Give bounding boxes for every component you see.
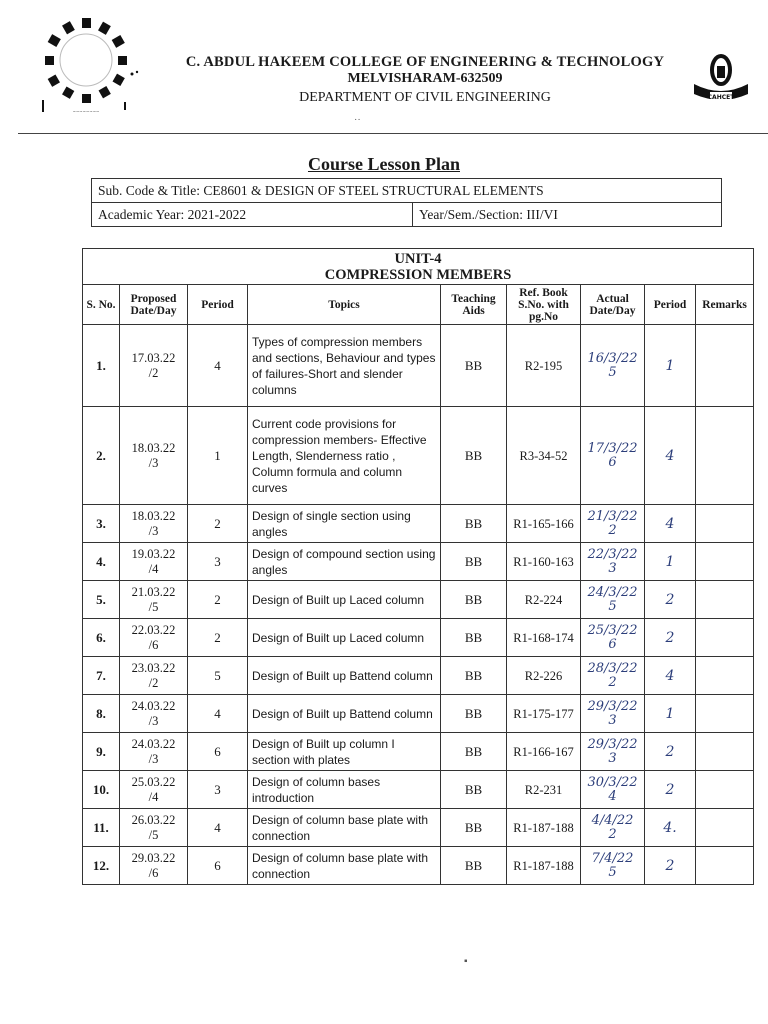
proposed-date — [120, 619, 188, 657]
college-name: C. ABDUL HAKEEM COLLEGE OF ENGINEERING & TECHNOLOGY — [185, 54, 665, 70]
serial-number: 9. — [83, 733, 120, 771]
table-row — [83, 325, 754, 407]
proposed-day-value: /4 — [148, 789, 159, 804]
svg-text:CAHCET: CAHCET — [707, 94, 735, 101]
proposed-day-value: /5 — [148, 599, 159, 614]
table-row — [83, 809, 754, 847]
actual-date — [581, 581, 645, 619]
reference-book: R2-231 — [507, 771, 581, 809]
actual-period: 2 — [645, 619, 696, 657]
proposed-date — [120, 733, 188, 771]
reference-book: R1-187-188 — [507, 809, 581, 847]
topic-text: Design of column base plate with connection — [248, 809, 441, 847]
actual-day-value: 5 — [608, 364, 617, 380]
proposed-date-value: 17.03.22 — [131, 350, 176, 365]
actual-day-value: 2 — [608, 522, 617, 538]
actual-date — [581, 733, 645, 771]
actual-date-value: 22/3/22 — [587, 546, 638, 562]
actual-day-value: 4 — [608, 788, 617, 804]
remarks — [696, 505, 754, 543]
actual-date — [581, 771, 645, 809]
scan-speck: ▪ — [464, 956, 468, 967]
actual-date-value: 24/3/22 — [587, 584, 638, 600]
actual-day-value: 6 — [608, 454, 617, 470]
actual-period: 4 — [645, 505, 696, 543]
actual-period: 1 — [645, 543, 696, 581]
proposed-date — [120, 505, 188, 543]
remarks — [696, 733, 754, 771]
reference-book: R1-160-163 — [507, 543, 581, 581]
actual-date — [581, 407, 645, 505]
proposed-date — [120, 771, 188, 809]
actual-date-value: 21/3/22 — [587, 508, 638, 524]
col-header-ref-book: Ref. Book S.No. with pg.No — [507, 285, 581, 325]
proposed-date — [120, 657, 188, 695]
col-header-period: Period — [188, 285, 248, 325]
teaching-aids: BB — [441, 505, 507, 543]
proposed-date-value: 22.03.22 — [131, 622, 176, 637]
header-divider — [18, 133, 768, 134]
proposed-date — [120, 695, 188, 733]
table-row — [83, 543, 754, 581]
institution-crest-logo — [690, 48, 752, 110]
actual-date-value: 4/4/22 — [591, 812, 634, 828]
serial-number: 4. — [83, 543, 120, 581]
proposed-period: 3 — [188, 543, 248, 581]
topic-text: Design of Built up Battend column — [248, 695, 441, 733]
reference-book: R1-165-166 — [507, 505, 581, 543]
actual-date — [581, 325, 645, 407]
col-header-proposed-date: Proposed Date/Day — [120, 285, 188, 325]
proposed-day-value: /2 — [148, 675, 159, 690]
actual-period: 1 — [645, 695, 696, 733]
remarks — [696, 325, 754, 407]
reference-book: R2-224 — [507, 581, 581, 619]
remarks — [696, 847, 754, 885]
proposed-day-value: /3 — [148, 523, 159, 538]
actual-date — [581, 619, 645, 657]
reference-book: R1-166-167 — [507, 733, 581, 771]
proposed-date-value: 18.03.22 — [131, 440, 176, 455]
proposed-period: 4 — [188, 809, 248, 847]
proposed-date-value: 19.03.22 — [131, 546, 176, 561]
col-header-actual-period: Period — [645, 285, 696, 325]
serial-number: 6. — [83, 619, 120, 657]
proposed-period: 4 — [188, 695, 248, 733]
col-header-actual-date: Actual Date/Day — [581, 285, 645, 325]
teaching-aids: BB — [441, 733, 507, 771]
actual-period: 2 — [645, 733, 696, 771]
actual-day-value: 5 — [608, 598, 617, 614]
serial-number: 3. — [83, 505, 120, 543]
teaching-aids: BB — [441, 581, 507, 619]
subject-code-title: Sub. Code & Title: CE8601 & DESIGN OF STEEL STRUCTURAL ELEMENTS — [92, 179, 722, 203]
table-row — [83, 733, 754, 771]
actual-day-value: 6 — [608, 636, 617, 652]
table-row — [83, 581, 754, 619]
reference-book: R2-226 — [507, 657, 581, 695]
table-row — [83, 771, 754, 809]
teaching-aids: BB — [441, 325, 507, 407]
department-name: DEPARTMENT OF CIVIL ENGINEERING — [299, 90, 551, 105]
remarks — [696, 695, 754, 733]
topic-text: Design of column bases introduction — [248, 771, 441, 809]
topic-text: Design of compound section using angles — [248, 543, 441, 581]
unit-name: COMPRESSION MEMBERS — [324, 266, 512, 283]
actual-day-value: 2 — [608, 826, 617, 842]
serial-number: 5. — [83, 581, 120, 619]
reference-book: R1-168-174 — [507, 619, 581, 657]
actual-date-value: 28/3/22 — [587, 660, 638, 676]
actual-date-value: 7/4/22 — [591, 850, 634, 866]
proposed-date — [120, 325, 188, 407]
serial-number: 10. — [83, 771, 120, 809]
actual-period: 2 — [645, 771, 696, 809]
table-row — [83, 619, 754, 657]
reference-book: R1-175-177 — [507, 695, 581, 733]
proposed-date-value: 25.03.22 — [131, 774, 176, 789]
proposed-date — [120, 407, 188, 505]
actual-date — [581, 657, 645, 695]
actual-day-value: 3 — [608, 750, 617, 766]
actual-period: 4 — [645, 657, 696, 695]
actual-date-value: 29/3/22 — [587, 698, 638, 714]
proposed-date-value: 18.03.22 — [131, 508, 176, 523]
actual-day-value: 2 — [608, 674, 617, 690]
reference-book: R3-34-52 — [507, 407, 581, 505]
teaching-aids: BB — [441, 847, 507, 885]
serial-number: 2. — [83, 407, 120, 505]
subject-info-table — [91, 178, 722, 227]
actual-date-value: 16/3/22 — [587, 350, 638, 366]
reference-book: R2-195 — [507, 325, 581, 407]
actual-date-value: 25/3/22 — [587, 622, 638, 638]
table-row — [83, 505, 754, 543]
actual-date — [581, 809, 645, 847]
actual-day-value: 3 — [608, 712, 617, 728]
remarks — [696, 619, 754, 657]
page-title: Course Lesson Plan — [307, 154, 460, 174]
document-header — [0, 0, 768, 140]
unit-number: UNIT-4 — [394, 250, 442, 267]
teaching-aids: BB — [441, 657, 507, 695]
proposed-period: 5 — [188, 657, 248, 695]
table-row — [83, 407, 754, 505]
proposed-date-value: 26.03.22 — [131, 812, 176, 827]
topic-text: Design of single section using angles — [248, 505, 441, 543]
proposed-date-value: 21.03.22 — [131, 584, 176, 599]
topic-text: Design of Built up column I section with plates — [248, 733, 441, 771]
lesson-plan-table — [82, 248, 754, 885]
proposed-date — [120, 809, 188, 847]
college-emblem-logo — [34, 14, 144, 124]
proposed-date-value: 23.03.22 — [131, 660, 176, 675]
table-header-row — [83, 285, 754, 325]
serial-number: 8. — [83, 695, 120, 733]
proposed-day-value: /3 — [148, 751, 159, 766]
proposed-period: 3 — [188, 771, 248, 809]
actual-date — [581, 505, 645, 543]
actual-date-value: 30/3/22 — [587, 774, 638, 790]
proposed-day-value: /5 — [148, 827, 159, 842]
actual-day-value: 5 — [608, 864, 617, 880]
year-semester-section: Year/Sem./Section: III/VI — [413, 203, 722, 227]
teaching-aids: BB — [441, 771, 507, 809]
table-row — [83, 695, 754, 733]
table-row — [83, 847, 754, 885]
proposed-day-value: /3 — [148, 713, 159, 728]
table-row — [83, 657, 754, 695]
topic-text: Current code provisions for compression members- Effective Length, Slenderness ratio , Column formula and column curves — [248, 407, 441, 505]
proposed-day-value: /2 — [148, 365, 159, 380]
teaching-aids: BB — [441, 407, 507, 505]
col-header-remarks: Remarks — [696, 285, 754, 325]
actual-period: 2 — [645, 581, 696, 619]
teaching-aids: BB — [441, 543, 507, 581]
proposed-day-value: /6 — [148, 865, 159, 880]
teaching-aids: BB — [441, 809, 507, 847]
actual-date-value: 29/3/22 — [587, 736, 638, 752]
proposed-period: 6 — [188, 847, 248, 885]
serial-number: 1. — [83, 325, 120, 407]
topic-text: Design of column base plate with connection — [248, 847, 441, 885]
proposed-date-value: 29.03.22 — [131, 850, 176, 865]
remarks — [696, 657, 754, 695]
remarks — [696, 407, 754, 505]
college-location: MELVISHARAM-632509 — [347, 71, 503, 86]
actual-date — [581, 847, 645, 885]
col-header-topics: Topics — [248, 285, 441, 325]
proposed-period: 6 — [188, 733, 248, 771]
topic-text: Design of Built up Battend column — [248, 657, 441, 695]
svg-text:~~~~~~~~: ~~~~~~~~ — [72, 109, 100, 114]
actual-period: 4 — [645, 407, 696, 505]
proposed-day-value: /4 — [148, 561, 159, 576]
scan-speck: ˙˙ — [354, 118, 361, 129]
proposed-period: 1 — [188, 407, 248, 505]
unit-heading — [83, 249, 754, 285]
topic-text: Design of Built up Laced column — [248, 619, 441, 657]
actual-period: 4. — [645, 809, 696, 847]
topic-text: Types of compression members and sections, Behaviour and types of failures-Short and slender columns — [248, 325, 441, 407]
academic-year: Academic Year: 2021-2022 — [92, 203, 413, 227]
actual-day-value: 3 — [608, 560, 617, 576]
teaching-aids: BB — [441, 695, 507, 733]
remarks — [696, 581, 754, 619]
proposed-date — [120, 581, 188, 619]
actual-period: 1 — [645, 325, 696, 407]
serial-number: 11. — [83, 809, 120, 847]
proposed-date-value: 24.03.22 — [131, 736, 176, 751]
actual-date — [581, 695, 645, 733]
serial-number: 12. — [83, 847, 120, 885]
proposed-period: 2 — [188, 619, 248, 657]
proposed-period: 2 — [188, 505, 248, 543]
proposed-period: 4 — [188, 325, 248, 407]
remarks — [696, 809, 754, 847]
proposed-date — [120, 847, 188, 885]
remarks — [696, 543, 754, 581]
actual-period: 2 — [645, 847, 696, 885]
actual-date — [581, 543, 645, 581]
serial-number: 7. — [83, 657, 120, 695]
proposed-day-value: /6 — [148, 637, 159, 652]
col-header-sno: S. No. — [83, 285, 120, 325]
reference-book: R1-187-188 — [507, 847, 581, 885]
lesson-plan-rows — [83, 325, 754, 885]
proposed-date-value: 24.03.22 — [131, 698, 176, 713]
proposed-date — [120, 543, 188, 581]
teaching-aids: BB — [441, 619, 507, 657]
remarks — [696, 771, 754, 809]
proposed-period: 2 — [188, 581, 248, 619]
actual-date-value: 17/3/22 — [587, 440, 638, 456]
proposed-day-value: /3 — [148, 455, 159, 470]
topic-text: Design of Built up Laced column — [248, 581, 441, 619]
col-header-teaching-aids: Teaching Aids — [441, 285, 507, 325]
